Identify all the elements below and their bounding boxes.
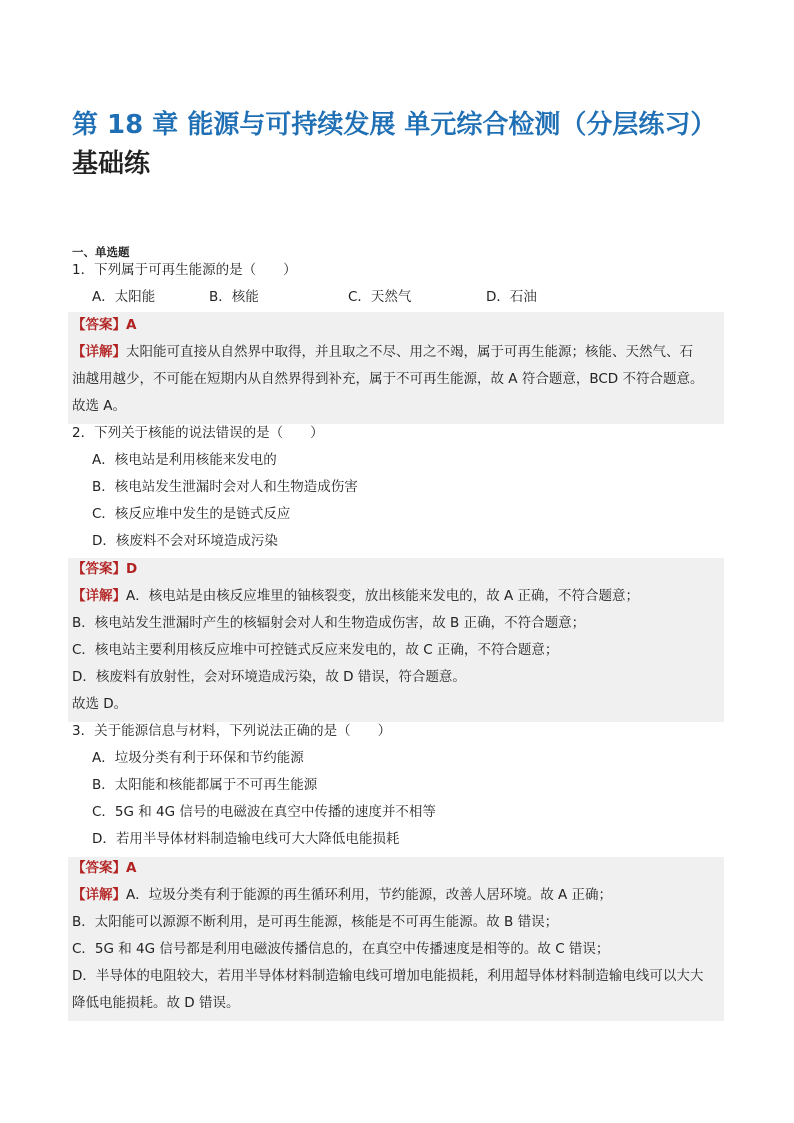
q2-detail-line-2: B．核电站发生泄漏时产生的核辐射会对人和生物造成伤害，故 B 正确，不符合题意； <box>72 615 586 631</box>
q2-option-d: D．核废料不会对环境造成污染 <box>92 533 278 549</box>
q1-detail-line-2: 油越用越少，不可能在短期内从自然界得到补充，属于不可再生能源，故 A 符合题意，BCD 不符合题意。 <box>72 371 704 387</box>
q1-detail-line-3: 故选 A。 <box>72 398 127 414</box>
q1-option-a: A．太阳能 <box>92 289 156 305</box>
q2-detail-line-5: 故选 D。 <box>72 696 128 712</box>
q1-option-b: B．核能 <box>209 289 259 305</box>
q3-detail-line-1: 【详解】A．垃圾分类有利于能源的再生循环利用，节约能源，改善人居环境。故 A 正确； <box>72 887 613 903</box>
question-3-stem: 3．关于能源信息与材料，下列说法正确的是（ ） <box>72 723 392 739</box>
q3-detail-line-3: C．5G 和 4G 信号都是利用电磁波传播信息的，在真空中传播速度是相等的。故 C 错误； <box>72 941 610 957</box>
q2-option-b: B．核电站发生泄漏时会对人和生物造成伤害 <box>92 479 358 495</box>
q1-detail-line-1: 【详解】太阳能可直接从自然界中取得，并且取之不尽、用之不竭，属于可再生能源；核能、天然气、石 <box>72 344 693 360</box>
question-1-stem: 1．下列属于可再生能源的是（ ） <box>72 262 297 278</box>
page-subtitle: 基础练 <box>72 149 151 179</box>
q3-detail-line-2: B．太阳能可以源源不断利用，是可再生能源，核能是不可再生能源。故 B 错误； <box>72 914 559 930</box>
q3-option-a: A．垃圾分类有利于环保和节约能源 <box>92 750 304 766</box>
question-2-stem: 2．下列关于核能的说法错误的是（ ） <box>72 425 324 441</box>
q3-detail-line-5: 降低电能损耗。故 D 错误。 <box>72 995 240 1011</box>
q2-detail-line-1: 【详解】A．核电站是由核反应堆里的铀核裂变，放出核能来发电的，故 A 正确，不符合题意； <box>72 588 640 604</box>
q2-detail-line-3: C．核电站主要利用核反应堆中可控链式反应来发电的，故 C 正确，不符合题意； <box>72 642 559 658</box>
q1-option-c: C．天然气 <box>348 289 412 305</box>
q3-detail-line-4: D．半导体的电阻较大，若用半导体材料制造输电线可增加电能损耗，利用超导体材料制造输电线可以大大 <box>72 968 704 984</box>
q2-option-a: A．核电站是利用核能来发电的 <box>92 452 277 468</box>
page-title: 第 18 章 能源与可持续发展 单元综合检测（分层练习） <box>72 110 717 140</box>
q3-option-b: B．太阳能和核能都属于不可再生能源 <box>92 777 318 793</box>
q2-option-c: C．核反应堆中发生的是链式反应 <box>92 506 291 522</box>
q1-option-d: D．石油 <box>486 289 537 305</box>
section-heading: 一、单选题 <box>72 245 130 259</box>
q2-answer: 【答案】D <box>72 561 138 577</box>
q2-detail-line-4: D．核废料有放射性，会对环境造成污染，故 D 错误，符合题意。 <box>72 669 466 685</box>
q3-answer: 【答案】A <box>72 860 137 876</box>
q1-answer: 【答案】A <box>72 317 137 333</box>
q3-option-c: C．5G 和 4G 信号的电磁波在真空中传播的速度并不相等 <box>92 804 436 820</box>
q3-option-d: D．若用半导体材料制造输电线可大大降低电能损耗 <box>92 831 400 847</box>
